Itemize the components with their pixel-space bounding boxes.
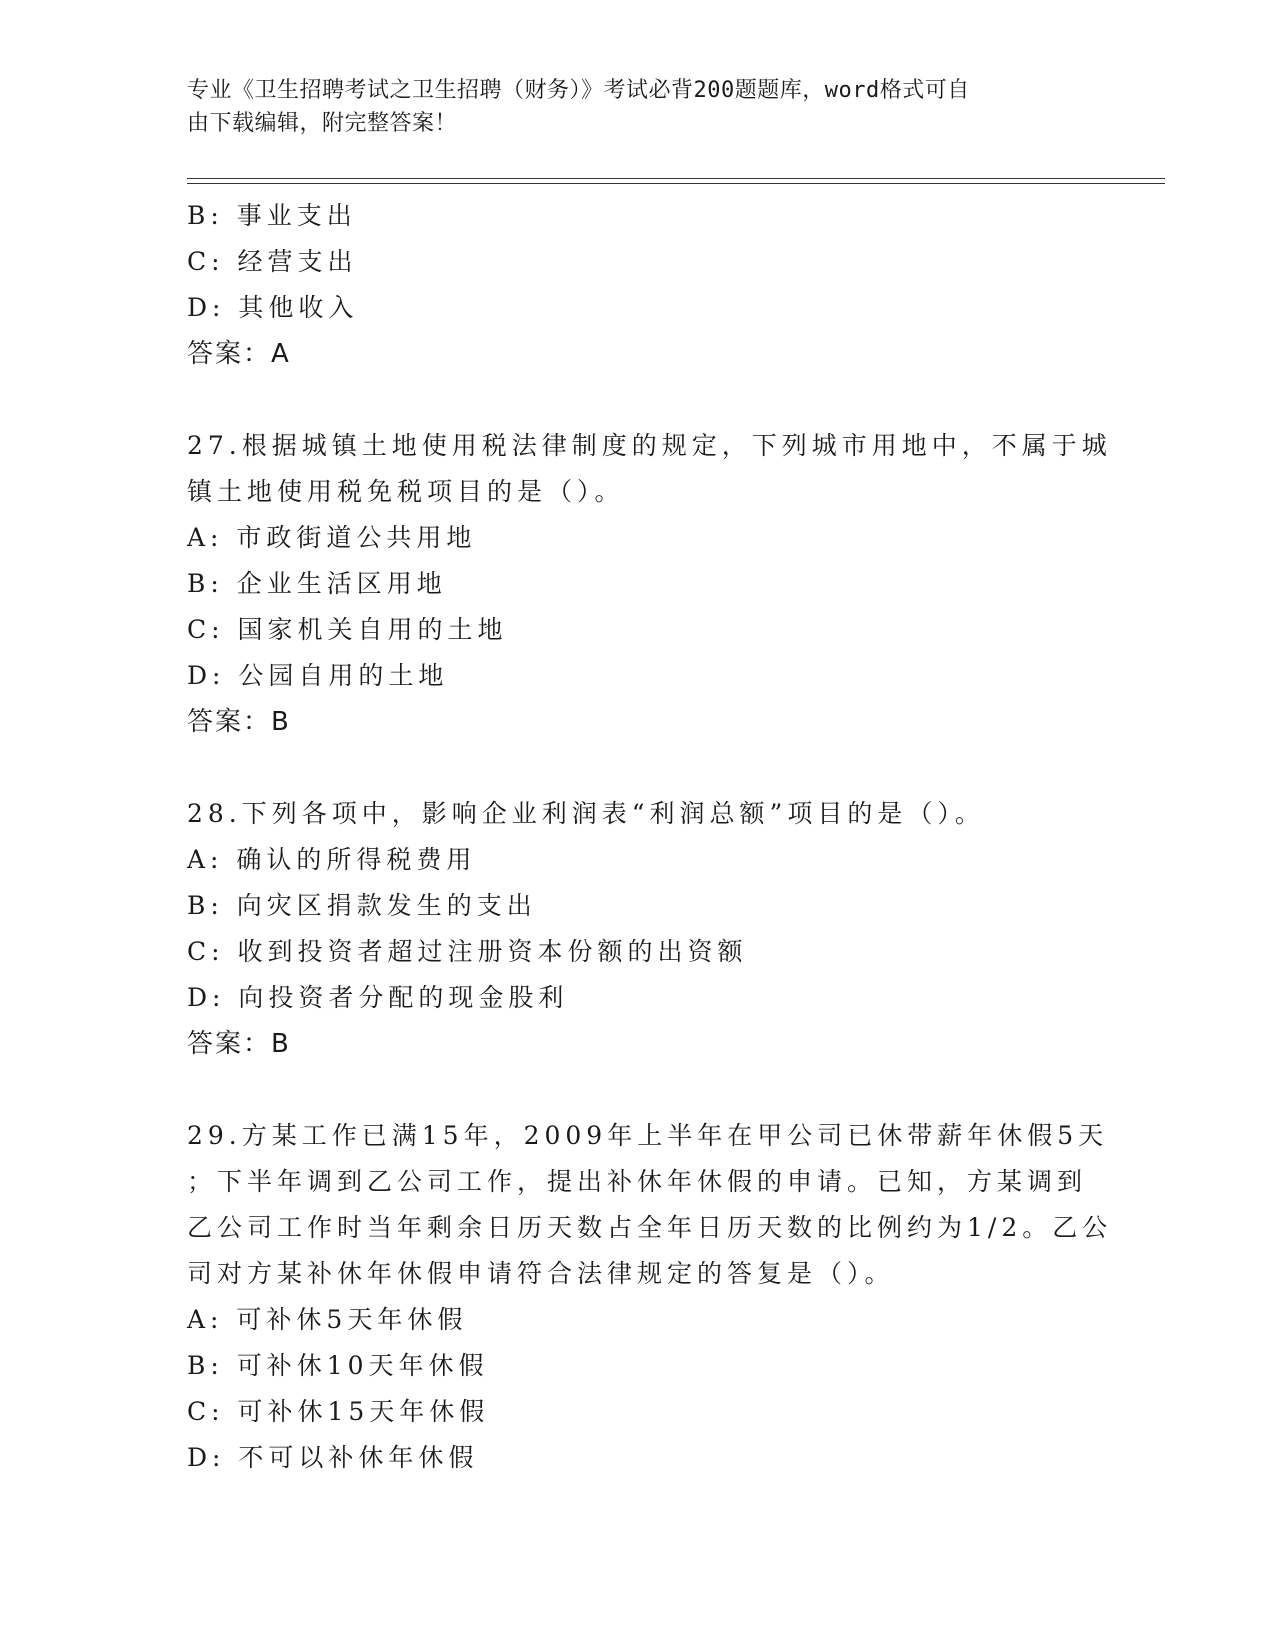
prev-question — [187, 193, 1087, 377]
option-c: C: 经营支出 — [187, 247, 358, 276]
question-text-line: 镇土地使用税免税项目的是（）。 — [187, 477, 625, 506]
option-b: B: 可补休10天年休假 — [187, 1351, 489, 1380]
option-a: A: 确认的所得税费用 — [187, 845, 477, 874]
option-c: C: 国家机关自用的土地 — [187, 615, 508, 644]
spacer — [187, 1067, 1087, 1113]
question-text-line: 29.方某工作已满15年，2009年上半年在甲公司已休带薪年休假5天 — [187, 1121, 1109, 1150]
question-text-line: 司对方某补休年休假申请符合法律规定的答复是（）。 — [187, 1259, 895, 1288]
option-c: C: 收到投资者超过注册资本份额的出资额 — [187, 937, 748, 966]
question-content — [187, 193, 1113, 1481]
spacer — [187, 377, 1087, 423]
option-d: D: 公园自用的土地 — [187, 661, 449, 690]
question-28 — [187, 791, 1087, 1067]
header-rule-top — [187, 178, 1165, 179]
question-text-line: 乙公司工作时当年剩余日历天数占全年日历天数的比例约为1/2。乙公 — [187, 1213, 1113, 1242]
question-27 — [187, 423, 1112, 745]
question-29 — [187, 1113, 1113, 1481]
option-b: B: 企业生活区用地 — [187, 569, 447, 598]
question-text-line: 27.根据城镇土地使用税法律制度的规定，下列城市用地中，不属于城 — [187, 431, 1112, 460]
header-rule-bottom — [187, 183, 1165, 184]
answer-line: 答案：B — [187, 707, 291, 737]
header-line-2: 由下载编辑，附完整答案！ — [187, 111, 458, 136]
document-header — [187, 74, 1087, 140]
answer-line: 答案：A — [187, 339, 291, 369]
option-a: A: 市政街道公共用地 — [187, 523, 477, 552]
spacer — [187, 745, 1087, 791]
option-b: B: 事业支出 — [187, 201, 357, 230]
option-b: B: 向灾区捐款发生的支出 — [187, 891, 537, 920]
question-text-line: ；下半年调到乙公司工作，提出补休年休假的申请。已知，方某调到 — [187, 1167, 1088, 1196]
option-c: C: 可补休15天年休假 — [187, 1397, 490, 1426]
question-text-line: 28.下列各项中，影响企业利润表“利润总额”项目的是（）。 — [187, 799, 985, 828]
option-d: D: 不可以补休年休假 — [187, 1443, 479, 1472]
option-d: D: 向投资者分配的现金股利 — [187, 983, 569, 1012]
option-a: A: 可补休5天年休假 — [187, 1305, 468, 1334]
answer-line: 答案：B — [187, 1029, 291, 1059]
option-d: D: 其他收入 — [187, 293, 359, 322]
header-line-1: 专业《卫生招聘考试之卫生招聘（财务）》考试必背200题题库，word格式可自 — [187, 78, 970, 103]
